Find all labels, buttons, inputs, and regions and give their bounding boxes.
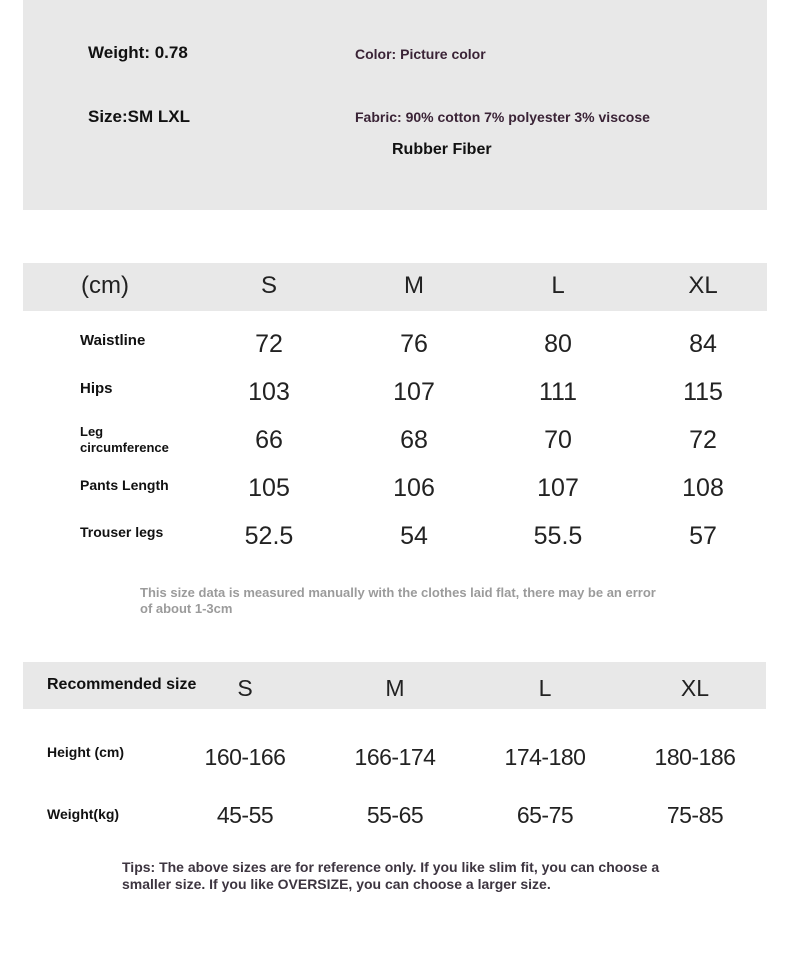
size-header-s: S [260,272,277,299]
rec-size-xl: XL [680,675,710,701]
table-cell: 106 [393,474,435,502]
row-label-pants-length: Pants Length [80,477,169,493]
table-cell: 107 [393,378,435,406]
size-header-l: L [551,272,565,299]
color-text: Color: Picture color [355,46,486,62]
table-cell: 84 [689,330,717,358]
row-label-circumference: circumference [80,440,169,455]
table-cell: 70 [544,426,572,454]
fabric-text-cont: Rubber Fiber [392,141,492,158]
size-header-xl: XL [688,272,718,299]
table-cell: 80 [544,330,572,358]
row-label-waistline: Waistline [80,332,146,349]
table-cell: 111 [538,378,577,406]
table-cell: 115 [683,378,723,406]
table-cell: 180-186 [654,744,736,770]
table-cell: 55-65 [366,802,424,828]
table-cell: 108 [682,474,724,502]
row-label-weight: Weight(kg) [47,806,120,822]
table-cell: 103 [248,378,290,406]
table-cell: 57 [689,522,717,550]
weight-text: Weight: 0.78 [88,43,188,62]
row-label-trouser-legs: Trouser legs [80,524,164,540]
fabric-text: Fabric: 90% cotton 7% polyester 3% viscose [355,109,650,125]
table-cell: 52.5 [244,522,294,550]
table-cell: 107 [537,474,579,502]
tips-text: Tips: The above sizes are for reference only. If you like slim fit, you can choose a smaller size. If you like OVERSIZE, you can choose a larger size. [122,859,660,892]
measurement-note: This size data is measured manually with the clothes laid flat, there may be an error of about 1-3cm [140,585,656,616]
rec-size-m: M [385,675,405,701]
product-info-panel [23,0,767,210]
rec-size-s: S [237,675,253,701]
table-cell: 105 [248,474,290,502]
row-label-hips: Hips [80,380,113,397]
table-cell: 66 [255,426,283,454]
table-cell: 166-174 [354,744,436,770]
table-cell: 65-75 [516,802,574,828]
rec-size-l: L [538,675,552,701]
size-text: Size:SM LXL [88,107,191,126]
row-label-height: Height (cm) [47,744,124,760]
table-cell: 72 [255,330,283,358]
table-cell: 72 [689,426,717,454]
table-cell: 75-85 [666,802,724,828]
table-cell: 45-55 [216,802,274,828]
table-cell: 160-166 [204,744,286,770]
table-cell: 55.5 [533,522,583,550]
recommended-title: Recommended size [47,676,197,693]
size-header-m: M [404,272,424,299]
table-cell: 76 [400,330,428,358]
table-cell: 54 [400,522,428,550]
table-cell: 174-180 [504,744,586,770]
table-cell: 68 [400,426,428,454]
row-label-leg: Leg [80,424,104,439]
unit-label: (cm) [81,272,129,299]
